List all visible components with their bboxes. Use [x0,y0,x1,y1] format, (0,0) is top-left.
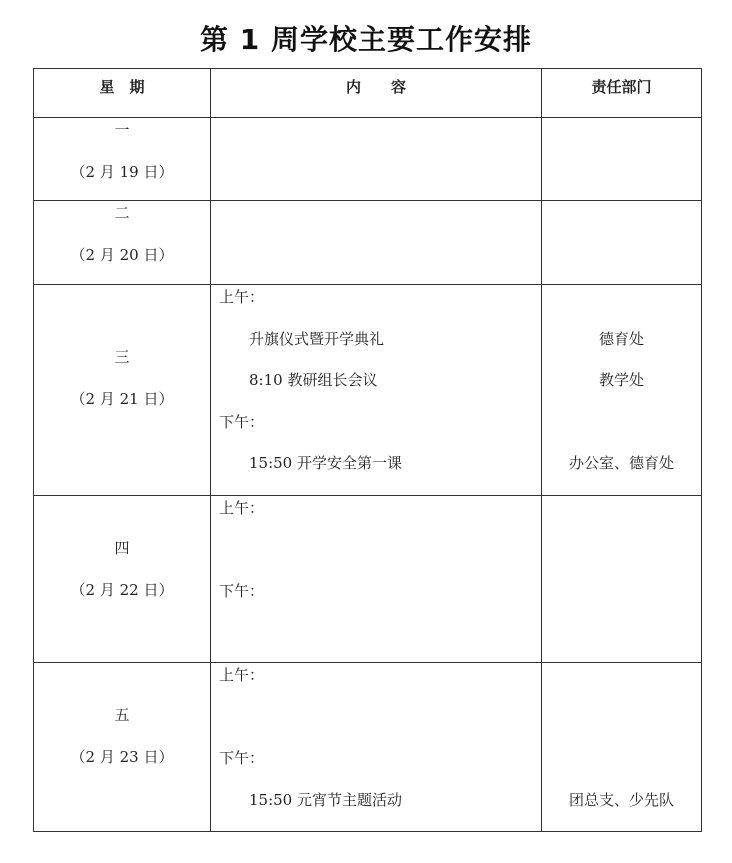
date: （2 月 22 日） [70,580,174,599]
content-cell [211,201,542,285]
content-cell [211,118,542,201]
dept-cell [542,285,702,496]
weekday: 四 [114,538,130,557]
day-cell [34,201,211,285]
table-row [34,662,702,831]
list-item: 15:50 开学安全第一课 [249,454,402,473]
table-row [34,201,702,285]
list-item: 升旗仪式暨开学典礼 [249,329,385,348]
table-row [34,285,702,496]
day-cell [34,285,211,496]
schedule-table [33,68,702,832]
header-content: 内 容 [211,69,542,118]
page-title: 第 1 周学校主要工作安排 [200,23,532,56]
weekday: 三 [114,348,130,366]
content-cell [211,285,542,496]
weekday: 五 [114,705,130,724]
day-cell [34,662,211,831]
date: （2 月 19 日） [70,163,174,181]
dept-cell [542,118,702,201]
pm-label: 下午： [219,749,265,768]
dept-cell [542,495,702,662]
day-cell [34,118,211,201]
dept-cell [542,662,702,831]
dept-name: 教学处 [598,371,644,390]
pm-label: 下午： [219,582,265,601]
weekday: 二 [114,204,130,222]
am-label: 上午： [219,288,265,306]
list-item: 15:50 元宵节主题活动 [249,790,402,809]
pm-label: 下午： [219,412,265,431]
list-item: 8:10 教研组长会议 [249,371,378,390]
content-cell [211,662,542,831]
table-row [34,495,702,662]
dept-name: 德育处 [598,329,644,348]
dept-name: 办公室、德育处 [568,454,674,473]
header-dept: 责任部门 [542,69,702,118]
table-row [34,118,702,201]
weekday: 一 [114,121,130,139]
date: （2 月 20 日） [70,246,174,264]
date: （2 月 23 日） [70,747,174,766]
header-row [34,69,702,118]
day-cell [34,495,211,662]
am-label: 上午： [219,665,265,684]
dept-name: 团总支、少先队 [568,790,674,809]
dept-cell [542,201,702,285]
header-day: 星 期 [34,69,211,118]
date: （2 月 21 日） [70,390,174,408]
content-cell [211,495,542,662]
am-label: 上午： [219,498,265,517]
